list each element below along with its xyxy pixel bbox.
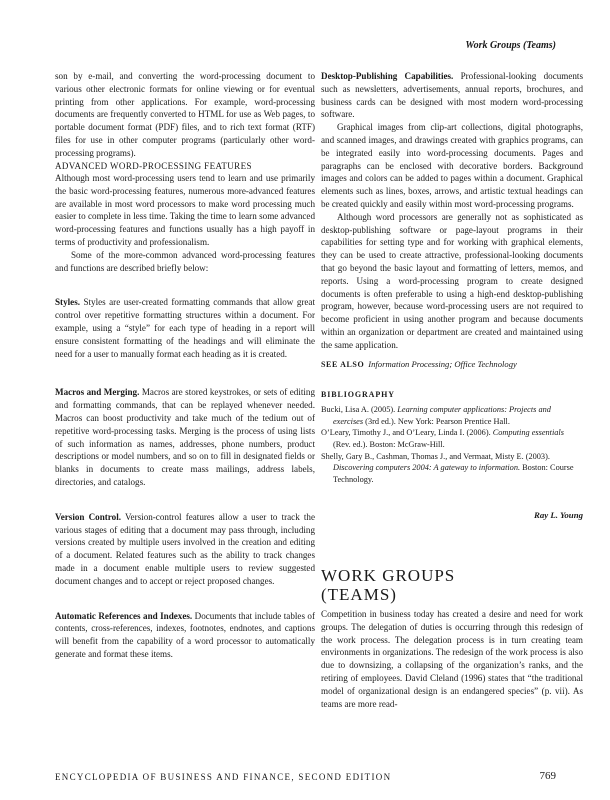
styles-term: Styles. xyxy=(55,297,81,308)
version-term: Version Control. xyxy=(55,511,122,522)
auto-references-paragraph xyxy=(55,610,315,661)
right-column xyxy=(321,70,583,710)
bib-publisher: (3rd ed.). New York: Pearson Prentice Hall. xyxy=(363,416,510,426)
bib-title: Discovering computers 2004: A gateway to information. xyxy=(333,463,521,473)
footer-publication: ENCYCLOPEDIA OF BUSINESS AND FINANCE, SECOND EDITION xyxy=(55,772,392,782)
bibliography-entry xyxy=(321,404,583,427)
page-number: 769 xyxy=(539,770,556,782)
paragraph: Although word processors are generally not as sophisticated as desktop-publishing software or page-layout programs in their capabilities for setting type and for working with graphical elements, they can be used to create attractive, professional-looking documents that go beyond the basic layout and formatting of letters, memos, and reports. Using a word-processing program to create designed documents is often preferable to using a high-end desktop-publishing program, however, because word-processing users are not required to become proficient in using another program and because documents within an organization or department are created and maintained using the same application. xyxy=(321,211,583,350)
bib-author: O’Leary, Timothy J., and O’Leary, Linda I. (2006). xyxy=(321,428,493,438)
bib-publisher: (Rev. ed.). Boston: McGraw-Hill. xyxy=(333,439,445,449)
article-title-line-2: (TEAMS) xyxy=(321,585,397,605)
article-author: Ray L. Young xyxy=(534,510,583,521)
dtp-paragraph xyxy=(321,70,583,121)
macros-paragraph xyxy=(55,386,315,488)
section-heading: ADVANCED WORD-PROCESSING FEATURES xyxy=(55,160,252,171)
auto-references-text: Documents that include tables of contents, cross-references, indexes, footnotes, endnotes, and captions will benefit from the capability of a word processor to automatically generate and format these items. xyxy=(55,610,315,659)
article-title xyxy=(321,566,583,604)
see-also-label: SEE ALSO xyxy=(321,359,365,369)
dtp-term: Desktop-Publishing Capabilities. xyxy=(321,71,454,81)
bibliography-entry xyxy=(321,427,583,450)
styles-paragraph xyxy=(55,296,315,360)
left-column xyxy=(55,70,315,661)
paragraph: Graphical images from clip-art collections, digital photographs, and scanned images, and drawings created with graphics programs, can be integrated easily into word-processing documents. Pages and paragraphs can be enclosed with decorative borders. Background images and colors can be added to pages within a document. Graphical elements such as lines, boxes, arrows, and artistic textual headings can be created quickly and easily within most word-processing programs. xyxy=(321,122,583,209)
bib-author: Shelly, Gary B., Cashman, Thomas J., and Vermaat, Misty E. (2003). xyxy=(321,451,550,461)
bibliography-heading: BIBLIOGRAPHY xyxy=(321,390,395,400)
paragraph: Some of the more-common advanced word-processing features and functions are described briefly below: xyxy=(55,249,315,273)
macros-term: Macros and Merging. xyxy=(55,387,140,398)
version-paragraph xyxy=(55,511,315,588)
see-also xyxy=(321,358,583,372)
running-head: Work Groups (Teams) xyxy=(465,40,556,51)
auto-references-term: Automatic References and Indexes. xyxy=(55,610,193,621)
bib-publisher: Boston: Course Technology. xyxy=(333,463,574,484)
paragraph: Competition in business today has created a desire and need for work groups. The delegation of duties is occurring through this redesign of the work process. The delegation process is in turn creating team environments in organizations. The redesign of the work process is also due to downsizing, a collapsing of the organization’s ranks, and the retiring of employees. David Cleland (1996) states that “the traditional model of organizational design is an endangered species” (p. vii). As teams are more read- xyxy=(321,609,583,709)
bib-author: Bucki, Lisa A. (2005). xyxy=(321,405,398,415)
bibliography-entry xyxy=(321,451,583,486)
paragraph: Although most word-processing users tend to learn and use primarily the basic word-processing features, numerous more-advanced features are available in most word processors to make word processing much easier to complete in less time. Taking the time to learn some advanced word-processing features and functions usually has a high payoff in terms of productivity and professionalism. xyxy=(55,173,315,248)
paragraph: son by e-mail, and converting the word-processing document to various other electronic formats for online viewing or for eventual printing from other applications. For example, word-processing documents are frequently converted to HTML for use as Web pages, to portable document format (PDF) files, and to rich text format (RTF) files for use in other computer programs (particularly other word-processing programs). xyxy=(55,71,315,158)
macros-text: Macros are stored keystrokes, or sets of editing and formatting commands, that can be replayed whenever needed. Macros can boost productivity and take much of the tedium out of repetitive word-processing tasks. Merging is the process of using lists of such information as names, addresses, phone numbers, product descriptions or model numbers, and so on to fill in designated fields or blanks in documents to create mass mailings, address labels, directories, and catalogs. xyxy=(55,387,315,488)
article-title-line-1: WORK GROUPS xyxy=(321,566,456,586)
see-also-refs: Information Processing; Office Technology xyxy=(368,358,517,369)
bib-title: Learning computer applications: Projects and exercises xyxy=(333,405,551,426)
styles-text: Styles are user-created formatting commands that allow great control over repetitive formatting structures within a document. For example, using a “style” for each type of heading in a report will ensure consistent formatting of the headings and will eliminate the need for a user to manually format each heading as it is created. xyxy=(55,297,315,359)
version-text: Version-control features allow a user to track the various stages of editing that a document may pass through, including versions created by multiple users involved in the creation and editing of a document. Related features such as the ability to track changes made in a document enable multiple users to review suggested document changes and to accept or reject proposed changes. xyxy=(55,511,315,586)
dtp-text: Professional-looking documents such as newsletters, advertisements, annual reports, brochures, and business cards can be designed with most modern word-processing software. xyxy=(321,71,583,120)
bib-title: Computing essentials xyxy=(492,428,564,438)
bibliography xyxy=(321,404,583,485)
